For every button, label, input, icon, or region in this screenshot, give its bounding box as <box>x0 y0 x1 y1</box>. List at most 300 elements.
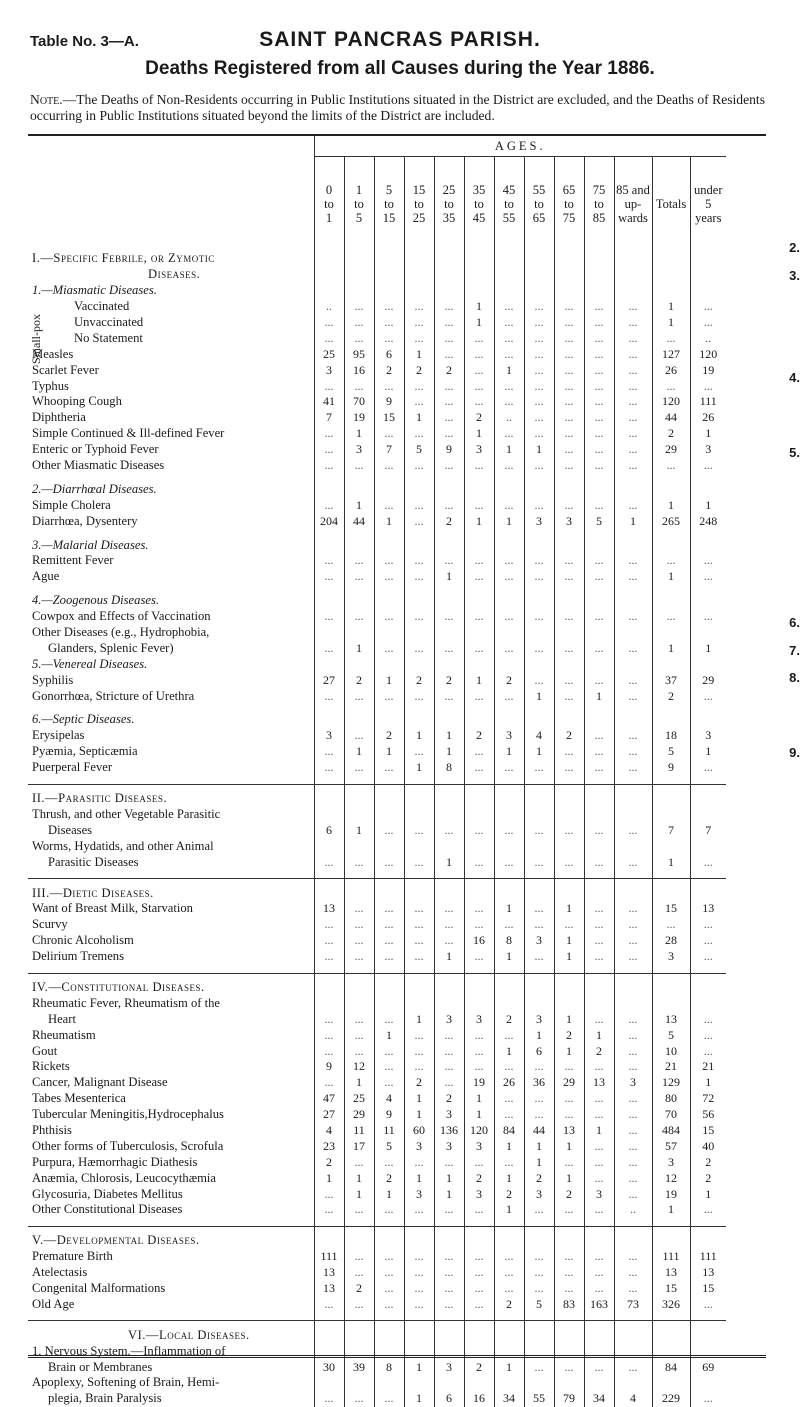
cell-value: 2 <box>584 1043 614 1059</box>
cell-value: ... <box>374 315 404 331</box>
cell-value: 1 <box>374 744 404 760</box>
cell-value <box>652 1327 690 1343</box>
cell-value: ... <box>703 299 713 314</box>
cell-value: 29 <box>344 1107 374 1123</box>
table-row <box>28 513 726 529</box>
cell-value: ... <box>584 1138 614 1154</box>
cell-value: 13 <box>314 1265 344 1281</box>
cell-value <box>464 980 494 996</box>
cell-value <box>404 267 434 283</box>
cell-value: ... <box>344 1391 374 1407</box>
cell-value: ... <box>524 1059 554 1075</box>
cell-value: 34 <box>494 1391 524 1407</box>
cell-value: ... <box>494 299 524 315</box>
cell-value: 1 <box>652 854 690 870</box>
table-row <box>28 1123 726 1139</box>
cell-value <box>494 995 524 1011</box>
cell-value: ... <box>614 1011 652 1027</box>
row-label: plegia, Brain Paralysis <box>28 1391 314 1407</box>
cell-value: ... <box>464 640 494 656</box>
cell-value: 9 <box>652 760 690 776</box>
cell-value: 16 <box>344 362 374 378</box>
cell-value <box>314 481 344 497</box>
cell-value: ... <box>614 1059 652 1075</box>
cell-value <box>652 593 690 609</box>
table-row <box>28 822 726 838</box>
table-row <box>28 1091 726 1107</box>
cell-value: ... <box>374 553 404 569</box>
cell-value <box>494 791 524 807</box>
cell-value: ... <box>554 315 584 331</box>
row-label: Typhus <box>28 378 314 394</box>
cell-value <box>652 537 690 553</box>
cell-value: ... <box>344 299 374 315</box>
cell-value <box>554 625 584 641</box>
cell-value <box>404 1233 434 1249</box>
table-row <box>28 299 726 315</box>
cell-value: ... <box>524 1359 554 1375</box>
cell-value: 2 <box>404 362 434 378</box>
row-label: Worms, Hydatids, and other Animal <box>28 838 314 854</box>
cell-value: ... <box>404 917 434 933</box>
cell-value: 3 <box>614 1075 652 1091</box>
cell-value: 1 <box>464 1091 494 1107</box>
cell-value: ... <box>434 609 464 625</box>
cell-value: ... <box>404 1027 434 1043</box>
cell-value: ... <box>314 854 344 870</box>
cell-value <box>344 625 374 641</box>
cell-value <box>434 712 464 728</box>
cell-value: ... <box>434 1059 464 1075</box>
cell-value: ... <box>404 330 434 346</box>
note-label: Note. <box>30 92 63 107</box>
table-row <box>28 672 726 688</box>
cell-value <box>554 980 584 996</box>
cell-value: ... <box>344 1011 374 1027</box>
cell-value: 83 <box>554 1296 584 1312</box>
cell-value: ... <box>404 394 434 410</box>
cell-value <box>494 1327 524 1343</box>
cell-value: ... <box>554 822 584 838</box>
cell-value: ... <box>614 315 652 331</box>
cell-value: ... <box>524 1202 554 1218</box>
cell-value: 13 <box>652 1265 690 1281</box>
cell-value <box>464 625 494 641</box>
cell-value: ... <box>584 744 614 760</box>
cell-value: 27 <box>314 672 344 688</box>
cell-value <box>314 593 344 609</box>
cell-value: 2 <box>494 1011 524 1027</box>
cell-value: ... <box>554 1091 584 1107</box>
row-label: Syphilis <box>28 672 314 688</box>
row-label: 1.—Miasmatic Diseases. <box>28 283 314 299</box>
cell-value: 484 <box>652 1123 690 1139</box>
edge-number: 6. <box>789 615 800 630</box>
cell-value: 41 <box>314 394 344 410</box>
cell-value: 1 <box>464 1107 494 1123</box>
cell-value: ... <box>314 917 344 933</box>
cell-value: ... <box>434 901 464 917</box>
cell-value: 8 <box>494 933 524 949</box>
cell-value: 34 <box>584 1391 614 1407</box>
cell-value: 1 <box>464 299 494 315</box>
cell-value: 1 <box>494 1359 524 1375</box>
cell-value: 44 <box>344 513 374 529</box>
cell-value: .. <box>314 299 344 315</box>
cell-value: ... <box>584 1202 614 1218</box>
cell-value: ... <box>404 426 434 442</box>
table-row <box>28 346 726 362</box>
cell-value: 1 <box>434 1170 464 1186</box>
cell-value: ... <box>614 394 652 410</box>
cell-value <box>524 537 554 553</box>
cell-value: 2 <box>434 1091 464 1107</box>
cell-value: 1 <box>404 728 434 744</box>
cell-value: 1 <box>524 1138 554 1154</box>
cell-value: ... <box>374 949 404 965</box>
table-row <box>28 712 726 728</box>
cell-value: ... <box>404 1059 434 1075</box>
cell-value: ... <box>614 933 652 949</box>
cell-value: ... <box>614 1265 652 1281</box>
cell-value: ... <box>614 458 652 474</box>
table-row <box>28 283 726 299</box>
cell-value: ... <box>494 315 524 331</box>
cell-value: ... <box>404 1296 434 1312</box>
cell-value <box>494 283 524 299</box>
table-row <box>28 1170 726 1186</box>
cell-value: ... <box>434 1296 464 1312</box>
cell-value: ... <box>584 728 614 744</box>
cell-value: ... <box>614 569 652 585</box>
cell-value <box>434 1327 464 1343</box>
cell-value: ... <box>344 1154 374 1170</box>
cell-value: ... <box>314 426 344 442</box>
cell-value: ... <box>554 442 584 458</box>
cell-value <box>614 481 652 497</box>
cell-value <box>494 1233 524 1249</box>
cell-value <box>494 980 524 996</box>
cell-value: ... <box>404 640 434 656</box>
table-row <box>28 791 726 807</box>
cell-value: ... <box>584 1170 614 1186</box>
cell-value: 1 <box>524 1027 554 1043</box>
row-label: Simple Continued & Ill-defined Fever <box>28 426 314 442</box>
cell-value: ... <box>584 1011 614 1027</box>
cell-value: 73 <box>614 1296 652 1312</box>
table-row <box>28 1059 726 1075</box>
cell-value: ... <box>614 378 652 394</box>
cell-value: 1 <box>705 426 712 441</box>
cell-value <box>314 625 344 641</box>
cell-value: ... <box>703 1043 713 1058</box>
cell-value <box>614 712 652 728</box>
cell-value <box>652 980 690 996</box>
cell-value: 2 <box>434 513 464 529</box>
row-label: Heart <box>28 1011 314 1027</box>
table-row <box>28 885 726 901</box>
cell-value: ... <box>554 917 584 933</box>
row-label: Rheumatic Fever, Rheumatism of the <box>28 995 314 1011</box>
cell-value: 1 <box>652 497 690 513</box>
cell-value: ... <box>404 1154 434 1170</box>
cell-value: ... <box>494 394 524 410</box>
cell-value: 1 <box>374 1027 404 1043</box>
cell-value: ... <box>434 1027 464 1043</box>
cell-value: ... <box>344 854 374 870</box>
cell-value: ... <box>434 394 464 410</box>
cell-value: ... <box>554 378 584 394</box>
table-row <box>28 1375 726 1391</box>
cell-value: ... <box>494 553 524 569</box>
cell-value: ... <box>614 299 652 315</box>
cell-value <box>494 481 524 497</box>
cell-value: ... <box>524 1265 554 1281</box>
table-row <box>28 917 726 933</box>
cell-value <box>524 807 554 823</box>
cell-value: ... <box>314 1075 344 1091</box>
cell-value: ... <box>494 640 524 656</box>
cell-value: 2 <box>652 426 690 442</box>
cell-value: ... <box>374 1043 404 1059</box>
note-paragraph <box>30 92 765 124</box>
cell-value: 2 <box>434 672 464 688</box>
cell-value <box>690 656 726 672</box>
cell-value: ... <box>374 901 404 917</box>
cell-value: 2 <box>554 1027 584 1043</box>
table-row <box>28 807 726 823</box>
cell-value: 2 <box>404 672 434 688</box>
cell-value <box>344 807 374 823</box>
cell-value <box>344 712 374 728</box>
cell-value: 4 <box>524 728 554 744</box>
cell-value: 1 <box>464 426 494 442</box>
cell-value: ... <box>374 1011 404 1027</box>
cell-value: ... <box>314 330 344 346</box>
cell-value <box>614 537 652 553</box>
cell-value: 2 <box>374 728 404 744</box>
cell-value: 1 <box>344 497 374 513</box>
cell-value: ... <box>404 822 434 838</box>
row-label: Atelectasis <box>28 1265 314 1281</box>
cell-value: 47 <box>314 1091 344 1107</box>
cell-value <box>524 1233 554 1249</box>
cell-value: ... <box>584 933 614 949</box>
cell-value: 15 <box>702 1122 715 1137</box>
cell-value <box>434 995 464 1011</box>
cell-value: ... <box>344 901 374 917</box>
cell-value: ... <box>614 330 652 346</box>
cell-value <box>614 980 652 996</box>
cell-value: 18 <box>652 728 690 744</box>
cell-value: ... <box>554 1107 584 1123</box>
cell-value <box>524 625 554 641</box>
cell-value: ... <box>314 1202 344 1218</box>
cell-value: ... <box>584 1107 614 1123</box>
cell-value: 15 <box>374 410 404 426</box>
cell-value <box>314 537 344 553</box>
cell-value: 9 <box>374 394 404 410</box>
cell-value: ... <box>614 1170 652 1186</box>
cell-value <box>374 995 404 1011</box>
row-label: 1. Nervous System.—Inflammation of <box>28 1343 314 1359</box>
cell-value <box>464 283 494 299</box>
cell-value: 7 <box>652 822 690 838</box>
cell-value <box>344 1375 374 1391</box>
cell-value: ... <box>494 346 524 362</box>
cell-value: ... <box>494 609 524 625</box>
cell-value: ... <box>614 822 652 838</box>
cell-value: ... <box>494 688 524 704</box>
table-row <box>28 776 726 785</box>
cell-value: ... <box>374 1059 404 1075</box>
row-label: Congenital Malformations <box>28 1281 314 1297</box>
cell-value: ... <box>404 315 434 331</box>
cell-value <box>494 625 524 641</box>
table-row <box>28 1202 726 1218</box>
cell-value <box>374 481 404 497</box>
cell-value: ... <box>374 1154 404 1170</box>
cell-value <box>652 885 690 901</box>
cell-value: ... <box>614 609 652 625</box>
cell-value: ... <box>614 426 652 442</box>
cell-value: 8 <box>374 1359 404 1375</box>
cell-value: ... <box>434 1265 464 1281</box>
cell-value: ... <box>614 497 652 513</box>
cell-value: ... <box>374 458 404 474</box>
cell-value <box>554 593 584 609</box>
cell-value: ... <box>434 1202 464 1218</box>
cell-value: 19 <box>652 1186 690 1202</box>
cell-value: ... <box>404 1043 434 1059</box>
cell-value <box>690 712 726 728</box>
cell-value <box>554 1375 584 1391</box>
cell-value: ... <box>404 1281 434 1297</box>
cell-value: .. <box>494 410 524 426</box>
cell-value <box>690 625 726 641</box>
cell-value <box>464 537 494 553</box>
cell-value <box>374 537 404 553</box>
cell-value: ... <box>494 497 524 513</box>
cell-value: 84 <box>494 1123 524 1139</box>
cell-value: 26 <box>494 1075 524 1091</box>
cell-value: ... <box>464 553 494 569</box>
cell-value: ... <box>524 362 554 378</box>
cell-value: .. <box>705 330 712 345</box>
cell-value: ... <box>434 933 464 949</box>
cell-value: 1 <box>652 569 690 585</box>
cell-value <box>690 980 726 996</box>
cell-value <box>404 980 434 996</box>
cell-value <box>584 791 614 807</box>
cell-value: ... <box>374 609 404 625</box>
cell-value: ... <box>524 917 554 933</box>
cell-value: 1 <box>344 822 374 838</box>
cell-value: 2 <box>464 1170 494 1186</box>
cell-value: ... <box>404 744 434 760</box>
row-label: Chronic Alcoholism <box>28 933 314 949</box>
row-label: VI.—Local Diseases. <box>28 1327 314 1343</box>
cell-value: .. <box>614 1202 652 1218</box>
cell-value <box>344 251 374 267</box>
cell-value: 13 <box>702 1265 715 1280</box>
cell-value <box>404 656 434 672</box>
cell-value: ... <box>554 394 584 410</box>
cell-value: ... <box>614 1123 652 1139</box>
cell-value: ... <box>554 553 584 569</box>
cell-value <box>464 1375 494 1391</box>
cell-value: 1 <box>404 1359 434 1375</box>
cell-value <box>584 712 614 728</box>
cell-value: 27 <box>314 1107 344 1123</box>
cell-value: 2 <box>464 410 494 426</box>
cell-value: ... <box>464 362 494 378</box>
cell-value: ... <box>703 553 713 568</box>
cell-value: 1 <box>314 1170 344 1186</box>
cell-value <box>652 267 690 283</box>
cell-value: 3 <box>464 1186 494 1202</box>
cell-value: ... <box>314 315 344 331</box>
cell-value: ... <box>584 609 614 625</box>
cell-value <box>464 267 494 283</box>
cell-value: ... <box>584 760 614 776</box>
cell-value: 4 <box>614 1391 652 1407</box>
cell-value: ... <box>554 497 584 513</box>
table-row <box>28 585 726 593</box>
cell-value: ... <box>344 917 374 933</box>
cell-value: ... <box>404 378 434 394</box>
cell-value <box>464 838 494 854</box>
cell-value: ... <box>614 1281 652 1297</box>
cell-value <box>584 283 614 299</box>
cell-value: ... <box>554 744 584 760</box>
cell-value: 13 <box>584 1075 614 1091</box>
cell-value: 1 <box>464 672 494 688</box>
cell-value <box>404 251 434 267</box>
table-row <box>28 442 726 458</box>
cell-value: ... <box>434 553 464 569</box>
cell-value: 111 <box>699 394 717 409</box>
cell-value: ... <box>374 1391 404 1407</box>
row-label: Diseases <box>28 822 314 838</box>
cell-value: ... <box>344 315 374 331</box>
cell-value: 1 <box>494 1202 524 1218</box>
cell-value <box>524 1375 554 1391</box>
cell-value: ... <box>524 553 554 569</box>
cell-value: ... <box>464 1027 494 1043</box>
cell-value: ... <box>404 688 434 704</box>
cell-value: 2 <box>554 728 584 744</box>
cell-value: ... <box>524 1281 554 1297</box>
row-label: Rickets <box>28 1059 314 1075</box>
cell-value: 1 <box>524 688 554 704</box>
cell-value <box>584 251 614 267</box>
cell-value: ... <box>584 1359 614 1375</box>
cell-value: ... <box>344 458 374 474</box>
cell-value <box>314 980 344 996</box>
cell-value <box>314 1233 344 1249</box>
cell-value: ... <box>524 1091 554 1107</box>
cell-value: 3 <box>524 513 554 529</box>
cell-value: 2 <box>705 1154 712 1169</box>
cell-value <box>554 1233 584 1249</box>
cell-value: 1 <box>494 1043 524 1059</box>
table-row <box>28 267 726 283</box>
cell-value <box>554 283 584 299</box>
column-header: 25 to 35 <box>434 157 464 252</box>
cell-value: ... <box>344 378 374 394</box>
cell-value: 19 <box>344 410 374 426</box>
